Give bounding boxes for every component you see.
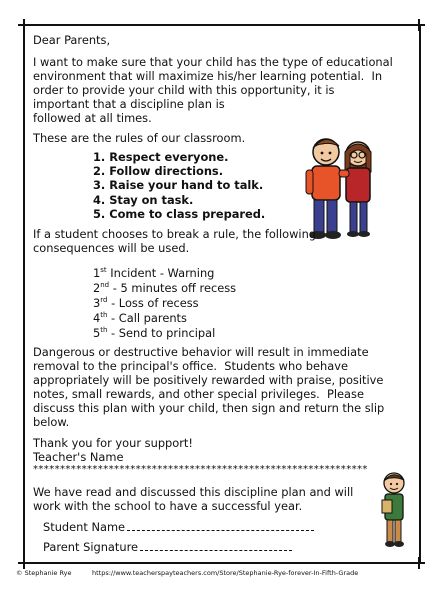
student-name-label: Student Name [43,520,126,534]
consequence-list [93,266,236,341]
rules-intro: These are the rules of our classroom. [33,131,246,145]
parent-signature-line[interactable] [140,541,292,551]
parent-signature-label: Parent Signature [43,540,139,554]
slip-statement-line: work with the school to have a successful year. [33,499,303,513]
intro-line: order to provide your child with this opportunity, it is [33,83,335,97]
teacher-name: Teacher's Name [33,450,124,464]
store-url[interactable]: https://www.teacherspayteachers.com/Store/Stephanie-Rye-forever-In-Fifth-Grade [92,569,359,577]
consequence-item: 4th - Call parents [93,311,187,325]
consequence-item: 1st Incident - Warning [93,266,215,280]
student-name-line[interactable] [127,521,314,531]
behavior-line: appropriately will be positively rewarded with praise, positive [33,373,384,387]
student-clipart [378,470,410,550]
behavior-line: below. [33,415,70,429]
behavior-line: notes, small rewards, and other special privileges. Please [33,387,364,401]
consequence-intro-line: consequences will be used. [33,241,190,255]
rule-item: 3. Raise your hand to talk. [93,178,264,193]
intro-line: important that a discipline plan is [33,97,225,111]
greeting: Dear Parents, [33,33,111,47]
corner-ornament [413,19,425,31]
corner-ornament [18,19,30,31]
rule-item: 1. Respect everyone. [93,150,229,164]
consequence-item: 2nd - 5 minutes off recess [93,281,237,295]
intro-line: I want to make sure that your child has the type of educational [33,55,393,69]
corner-ornament [413,557,425,569]
consequence-intro-line: If a student chooses to break a rule, the following [33,227,317,241]
intro-line: environment that will maximize his/her learning potential. In [33,69,383,83]
star-divider: ************************************************************** [33,465,368,475]
behavior-line: discuss this plan with your child, then sign and return the slip [33,401,385,415]
thanks-line: Thank you for your support! [33,436,193,450]
rules-list [93,150,265,221]
consequence-item: 5th - Send to principal [93,326,216,340]
rule-item: 5. Come to class prepared. [93,206,266,221]
copyright: © Stephanie Rye [16,569,72,577]
rule-item: 2. Follow directions. [93,164,224,179]
parent-signature-field[interactable] [43,540,292,554]
behavior-line: removal to the principal's office. Students who behave [33,359,348,373]
intro-line: followed at all times. [33,111,152,125]
student-name-field[interactable] [43,520,314,534]
behavior-line: Dangerous or destructive behavior will result in immediate [33,345,369,359]
consequence-item: 3rd - Loss of recess [93,296,199,310]
slip-statement-line: We have read and discussed this discipline plan and will [33,485,354,499]
corner-ornament [18,557,30,569]
rule-item: 4. Stay on task. [93,192,194,207]
